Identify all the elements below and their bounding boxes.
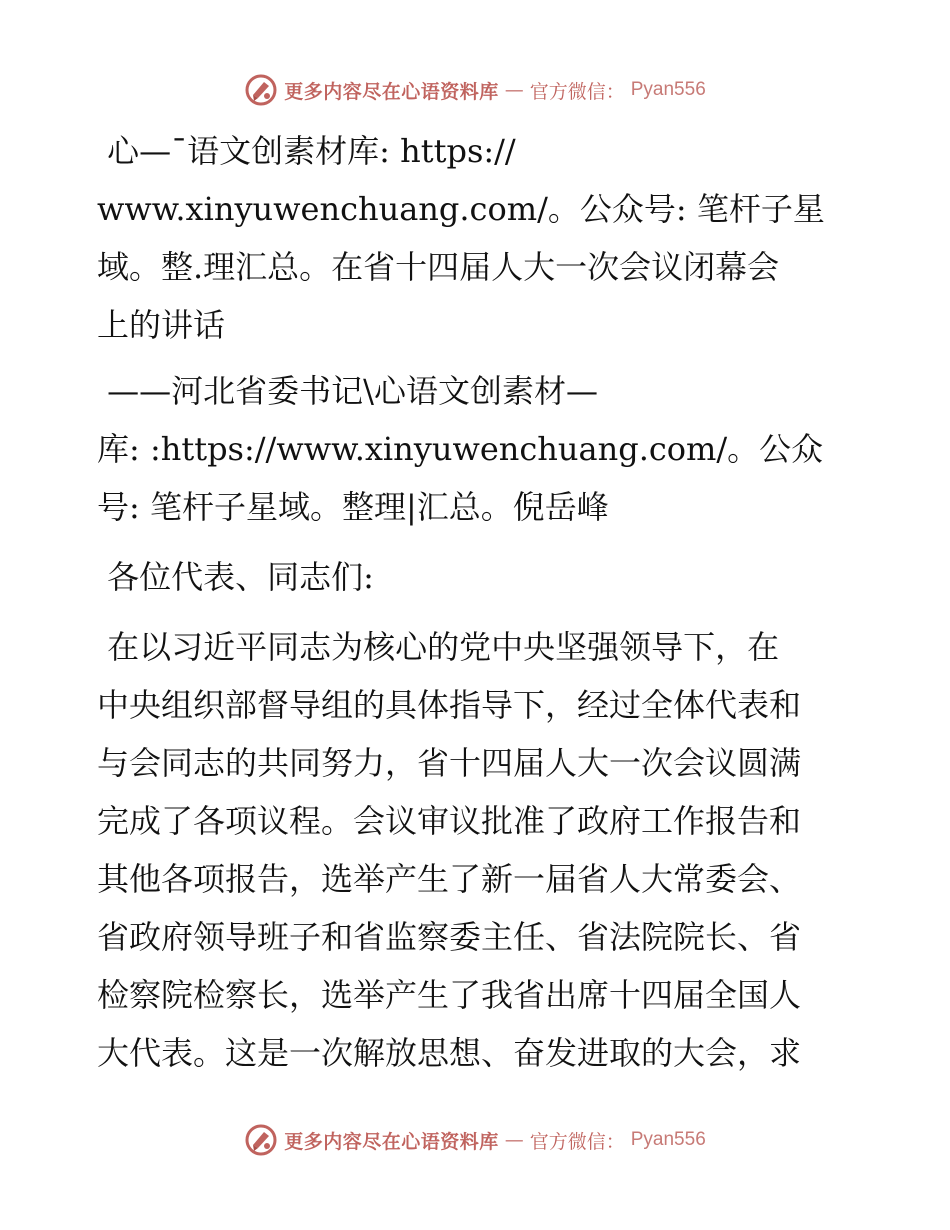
banner-main-text: 更多内容尽在心语资料库 bbox=[284, 1130, 499, 1153]
banner-wechat-label: 官方微信： bbox=[529, 80, 625, 103]
xinyu-logo-icon bbox=[244, 1123, 278, 1157]
body-paragraph: 在以习近平同志为核心的党中央坚强领导下，在 中央组织部督导组的具体指导下，经过全体代表和 与会同志的共同努力，省十四届人大一次会议圆满 完成了各项议程。会议审议批准了政府工作报告和 其他各项报告，选举产生了新一届省人大常委会、 省政府领导班子和省监察委主任、省法院院长、省 检察院检察长，选举产生了我省出席十四届全国人 大代表。这是一次解放思想、奋发进取的大会，求 bbox=[97, 628, 802, 1072]
banner-main-text: 更多内容尽在心语资料库 bbox=[284, 80, 499, 103]
footer-banner bbox=[0, 1120, 950, 1160]
banner-dash: — bbox=[504, 1129, 524, 1151]
footer-banner-content bbox=[244, 1123, 706, 1157]
banner-wechat-handle: Pyan556 bbox=[630, 79, 706, 100]
banner-dash: — bbox=[504, 79, 524, 101]
header-banner-content bbox=[244, 73, 706, 107]
header-banner bbox=[0, 70, 950, 110]
banner-wechat-handle: Pyan556 bbox=[630, 1129, 706, 1150]
xinyu-logo-icon bbox=[244, 73, 278, 107]
greeting-paragraph: 各位代表、同志们: bbox=[97, 558, 374, 596]
banner-wechat-label: 官方微信： bbox=[529, 1130, 625, 1153]
subtitle-paragraph: ——河北省委书记\心语文创素材— 库: :https://www.xinyuwenchuang.com/。公众 号: 笔杆子星域。整理|汇总。倪岳峰 bbox=[97, 372, 824, 526]
intro-paragraph: 心—¯语文创素材库: https:// www.xinyuwenchuang.com/。公众号: 笔杆子星 域。整.理汇总。在省十四届人大一次会议闭幕会 上的讲话 bbox=[97, 132, 825, 344]
document-body bbox=[97, 122, 857, 1082]
